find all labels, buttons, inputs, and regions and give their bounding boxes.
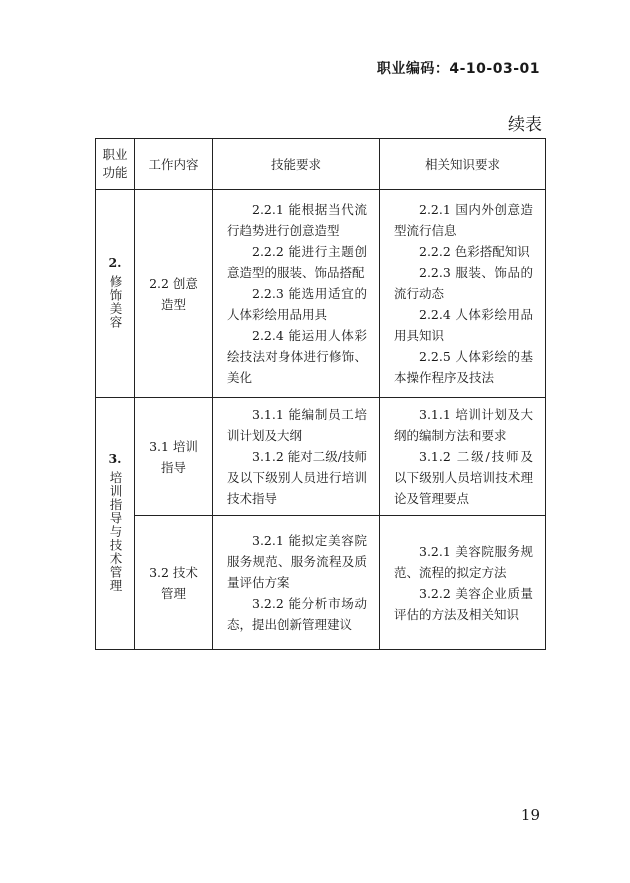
knowledge-item: 3.1.1 培训计划及大纲的编制方法和要求 [394, 407, 533, 443]
function-name: 修饰美容 [108, 275, 123, 329]
skill-item: 2.2.4 能运用人体彩绘技法对身体进行修饰、美化 [227, 328, 367, 385]
work-content: 3.1 培训指导 [135, 398, 213, 516]
skill-item: 3.1.2 能对二级/技师及以下级别人员进行培训技术指导 [227, 449, 367, 506]
knowledge-requirements [380, 190, 546, 398]
header-skills: 技能要求 [213, 139, 380, 190]
knowledge-item: 2.2.3 服装、饰品的流行动态 [394, 265, 533, 301]
knowledge-requirements [380, 516, 546, 650]
function-number: 2. [108, 255, 122, 270]
header-knowledge: 相关知识要求 [380, 139, 546, 190]
skill-requirements [213, 398, 380, 516]
skill-item: 3.2.1 能拟定美容院服务规范、服务流程及质量评估方案 [227, 533, 367, 590]
work-content: 2.2 创意造型 [135, 190, 213, 398]
skills-table [95, 138, 546, 650]
header-function: 职业功能 [96, 139, 135, 190]
occupation-code: 职业编码：4-10-03-01 [376, 61, 540, 77]
skill-item: 2.2.1 能根据当代流行趋势进行创意造型 [227, 202, 367, 238]
knowledge-item: 3.1.2 二级/技师及以下级别人员培训技术理论及管理要点 [394, 449, 533, 506]
skill-requirements [213, 516, 380, 650]
skill-item: 2.2.3 能选用适宜的人体彩绘用品用具 [227, 286, 367, 322]
knowledge-item: 3.2.1 美容院服务规范、流程的拟定方法 [394, 543, 533, 580]
skill-item: 2.2.2 能进行主题创意造型的服装、饰品搭配 [227, 244, 367, 280]
skill-item: 3.1.1 能编制员工培训计划及大纲 [227, 407, 367, 443]
knowledge-requirements [380, 398, 546, 516]
function-name: 培训指导与技术管理 [108, 471, 123, 593]
knowledge-item: 2.2.1 国内外创意造型流行信息 [394, 202, 533, 238]
table-row [96, 190, 546, 398]
function-cell [96, 190, 135, 398]
function-cell [96, 398, 135, 650]
continued-label: 续表 [508, 115, 542, 135]
knowledge-item: 2.2.2 色彩搭配知识 [419, 244, 530, 259]
knowledge-item: 2.2.4 人体彩绘用品用具知识 [394, 307, 533, 343]
work-content: 3.2 技术管理 [135, 516, 213, 650]
header-content: 工作内容 [135, 139, 213, 190]
function-number: 3. [108, 451, 122, 467]
knowledge-item: 2.2.5 人体彩绘的基本操作程序及技法 [394, 349, 533, 385]
table-header-row [96, 139, 546, 190]
table-row [96, 398, 546, 516]
skill-item: 3.2.2 能分析市场动态，提出创新管理建议 [227, 596, 367, 632]
skill-requirements [213, 190, 380, 398]
page-number: 19 [520, 806, 540, 824]
table-row [96, 516, 546, 650]
knowledge-item: 3.2.2 美容企业质量评估的方法及相关知识 [394, 585, 533, 622]
